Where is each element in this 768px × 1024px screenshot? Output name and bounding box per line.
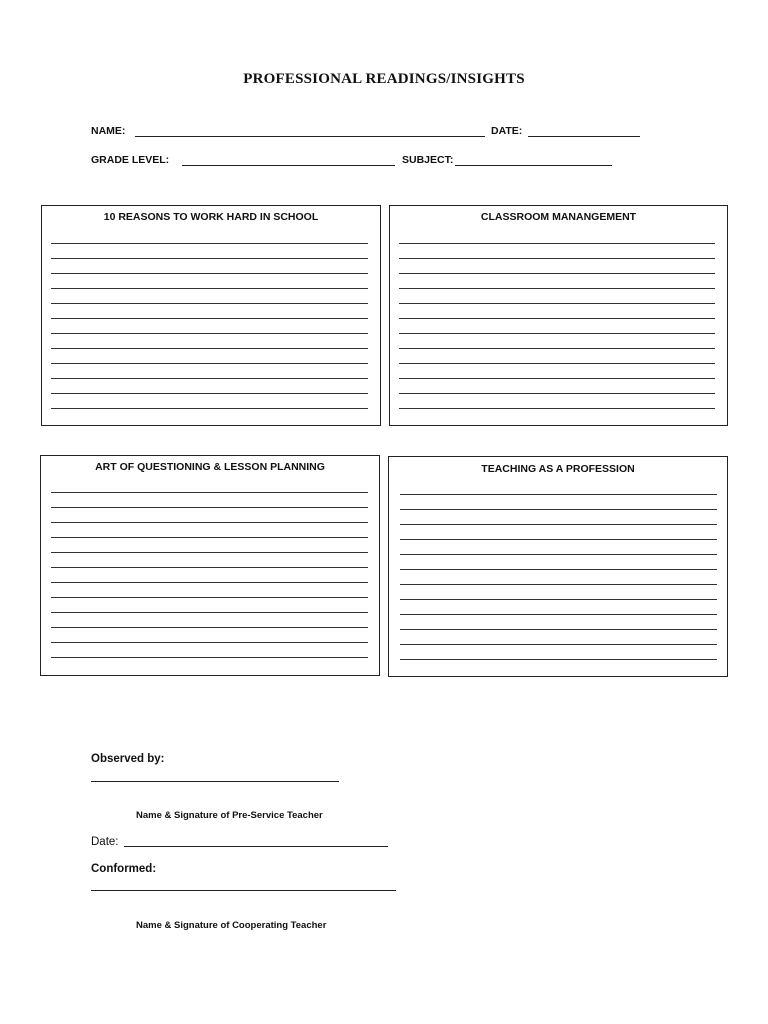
- writing-line[interactable]: [400, 494, 717, 495]
- date-field[interactable]: [528, 136, 640, 137]
- writing-line[interactable]: [51, 612, 368, 613]
- writing-line[interactable]: [399, 243, 715, 244]
- writing-line[interactable]: [399, 303, 715, 304]
- writing-line[interactable]: [51, 273, 368, 274]
- cooperating-signature-line[interactable]: [91, 890, 396, 891]
- writing-line[interactable]: [399, 348, 715, 349]
- conformed-label: Conformed:: [91, 863, 157, 875]
- writing-line[interactable]: [51, 642, 368, 643]
- writing-line[interactable]: [400, 539, 717, 540]
- writing-line[interactable]: [400, 524, 717, 525]
- writing-line[interactable]: [400, 629, 717, 630]
- observed-by-label: Observed by:: [91, 753, 165, 765]
- reasons-box-title: 10 REASONS TO WORK HARD IN SCHOOL: [103, 211, 319, 223]
- writing-line[interactable]: [399, 333, 715, 334]
- teaching-profession-box: [388, 456, 728, 677]
- writing-line[interactable]: [51, 378, 368, 379]
- signoff-date-label: Date:: [91, 836, 119, 848]
- writing-line[interactable]: [51, 258, 368, 259]
- subject-field[interactable]: [455, 165, 612, 166]
- grade-level-field[interactable]: [182, 165, 395, 166]
- writing-line[interactable]: [400, 614, 717, 615]
- questioning-box: [40, 455, 380, 676]
- pre-service-signature-line[interactable]: [91, 781, 339, 782]
- writing-line[interactable]: [399, 378, 715, 379]
- writing-line[interactable]: [400, 584, 717, 585]
- writing-line[interactable]: [51, 552, 368, 553]
- writing-line[interactable]: [400, 569, 717, 570]
- questioning-box-title: ART OF QUESTIONING & LESSON PLANNING: [95, 461, 325, 473]
- writing-line[interactable]: [51, 597, 368, 598]
- writing-line[interactable]: [51, 522, 368, 523]
- writing-line[interactable]: [399, 363, 715, 364]
- writing-line[interactable]: [400, 509, 717, 510]
- writing-line[interactable]: [399, 393, 715, 394]
- teaching-profession-box-title: TEACHING AS A PROFESSION: [481, 463, 635, 475]
- grade-level-label: GRADE LEVEL:: [91, 154, 170, 166]
- writing-line[interactable]: [51, 627, 368, 628]
- writing-line[interactable]: [51, 348, 368, 349]
- classroom-management-box: [389, 205, 728, 426]
- writing-line[interactable]: [399, 258, 715, 259]
- writing-line[interactable]: [51, 507, 368, 508]
- writing-line[interactable]: [400, 599, 717, 600]
- writing-line[interactable]: [399, 408, 715, 409]
- writing-line[interactable]: [51, 567, 368, 568]
- name-label: NAME:: [91, 125, 126, 137]
- writing-line[interactable]: [51, 303, 368, 304]
- writing-line[interactable]: [51, 363, 368, 364]
- writing-line[interactable]: [51, 537, 368, 538]
- writing-line[interactable]: [399, 318, 715, 319]
- writing-line[interactable]: [51, 408, 368, 409]
- writing-line[interactable]: [51, 288, 368, 289]
- writing-line[interactable]: [51, 582, 368, 583]
- cooperating-caption: Name & Signature of Cooperating Teacher: [136, 920, 327, 931]
- pre-service-caption: Name & Signature of Pre-Service Teacher: [136, 810, 323, 821]
- writing-line[interactable]: [399, 273, 715, 274]
- writing-line[interactable]: [51, 333, 368, 334]
- writing-line[interactable]: [51, 393, 368, 394]
- writing-line[interactable]: [400, 644, 717, 645]
- reasons-box: [41, 205, 381, 426]
- classroom-management-box-title: CLASSROOM MANANGEMENT: [480, 211, 637, 223]
- writing-line[interactable]: [51, 657, 368, 658]
- writing-line[interactable]: [400, 554, 717, 555]
- name-field[interactable]: [135, 136, 485, 137]
- writing-line[interactable]: [400, 659, 717, 660]
- writing-line[interactable]: [51, 492, 368, 493]
- date-label: DATE:: [491, 125, 523, 137]
- signoff-date-field[interactable]: [124, 846, 388, 847]
- writing-line[interactable]: [51, 243, 368, 244]
- writing-line[interactable]: [51, 318, 368, 319]
- subject-label: SUBJECT:: [402, 154, 454, 166]
- page-title: PROFESSIONAL READINGS/INSIGHTS: [243, 71, 525, 87]
- writing-line[interactable]: [399, 288, 715, 289]
